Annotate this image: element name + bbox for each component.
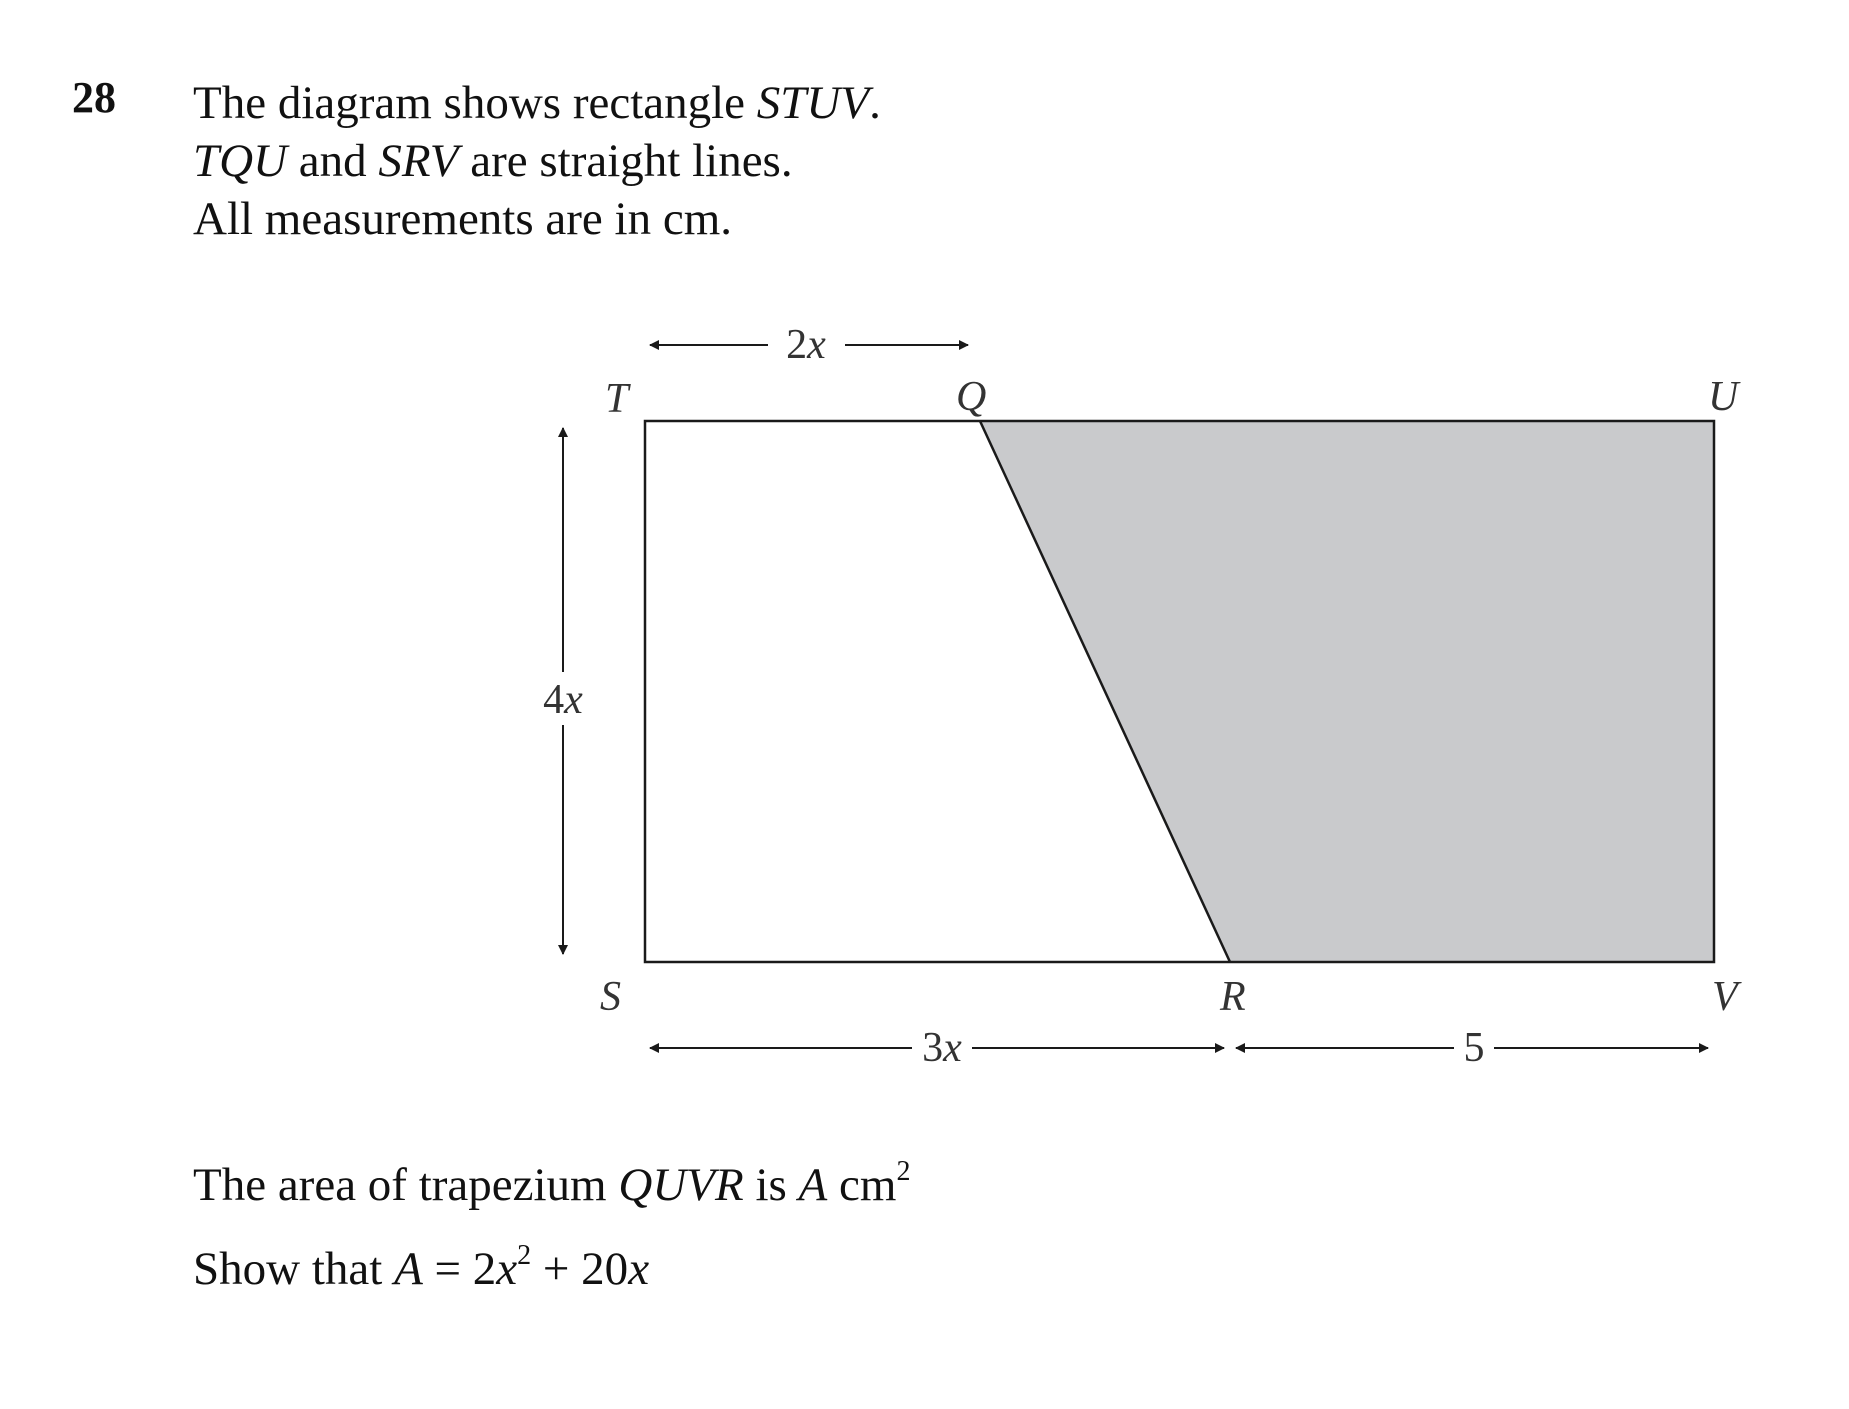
area-unit-power: 2 bbox=[896, 1156, 911, 1187]
dimension-sr bbox=[650, 1025, 1224, 1071]
dimension-tq-label bbox=[786, 322, 826, 368]
dimension-rv-num: 5 bbox=[1463, 1025, 1485, 1071]
line-tqu-name: TQU bbox=[193, 135, 288, 187]
vertex-label-s: S bbox=[600, 974, 621, 1020]
intro-line-2-end: are straight lines. bbox=[458, 135, 793, 187]
question-number: 28 bbox=[72, 73, 116, 122]
vertex-label-q: Q bbox=[956, 374, 987, 420]
vertex-label-u: U bbox=[1708, 374, 1739, 420]
area-variable: A bbox=[798, 1159, 828, 1211]
intro-line-1-end: . bbox=[869, 77, 881, 129]
area-unit: cm bbox=[827, 1159, 897, 1211]
dimension-tq-num: 2 bbox=[786, 322, 808, 368]
area-prefix: The area of trapezium bbox=[193, 1159, 619, 1211]
line-srv-name: SRV bbox=[378, 135, 459, 187]
show-that-power: 2 bbox=[517, 1240, 532, 1271]
dimension-height bbox=[543, 428, 583, 954]
show-that-prefix: Show that bbox=[193, 1243, 395, 1295]
show-that-eq: = 2 bbox=[422, 1243, 497, 1295]
vertex-label-r: R bbox=[1220, 974, 1246, 1020]
show-that-plus: + 20 bbox=[531, 1243, 629, 1295]
show-that-x1: x bbox=[496, 1243, 518, 1295]
area-statement bbox=[193, 1158, 910, 1212]
dimension-tq bbox=[650, 322, 968, 368]
show-that-variable: A bbox=[394, 1243, 423, 1295]
dimension-height-label bbox=[543, 677, 583, 723]
vertex-label-v: V bbox=[1712, 974, 1738, 1020]
dimension-rv bbox=[1236, 1025, 1708, 1071]
intro-line-3: All measurements are in cm. bbox=[193, 193, 733, 245]
dimension-height-num: 4 bbox=[543, 677, 565, 723]
vertex-label-t: T bbox=[605, 376, 629, 422]
intro-line-1-text: The diagram shows rectangle bbox=[193, 77, 757, 129]
area-mid: is bbox=[743, 1159, 799, 1211]
show-that-statement bbox=[193, 1242, 649, 1296]
show-that-x2: x bbox=[628, 1243, 650, 1295]
trapezium-quvr-shaded bbox=[980, 421, 1714, 962]
dimension-sr-var: x bbox=[943, 1025, 962, 1071]
dimension-height-var: x bbox=[564, 677, 583, 723]
trapezium-name: QUVR bbox=[618, 1159, 744, 1211]
dimension-sr-num: 3 bbox=[922, 1025, 944, 1071]
dimension-rv-label bbox=[1464, 1025, 1485, 1071]
intro-line-2-mid: and bbox=[287, 135, 379, 187]
rectangle-name: STUV bbox=[756, 77, 870, 129]
dimension-tq-var: x bbox=[807, 322, 826, 368]
dimension-sr-label bbox=[922, 1025, 962, 1071]
